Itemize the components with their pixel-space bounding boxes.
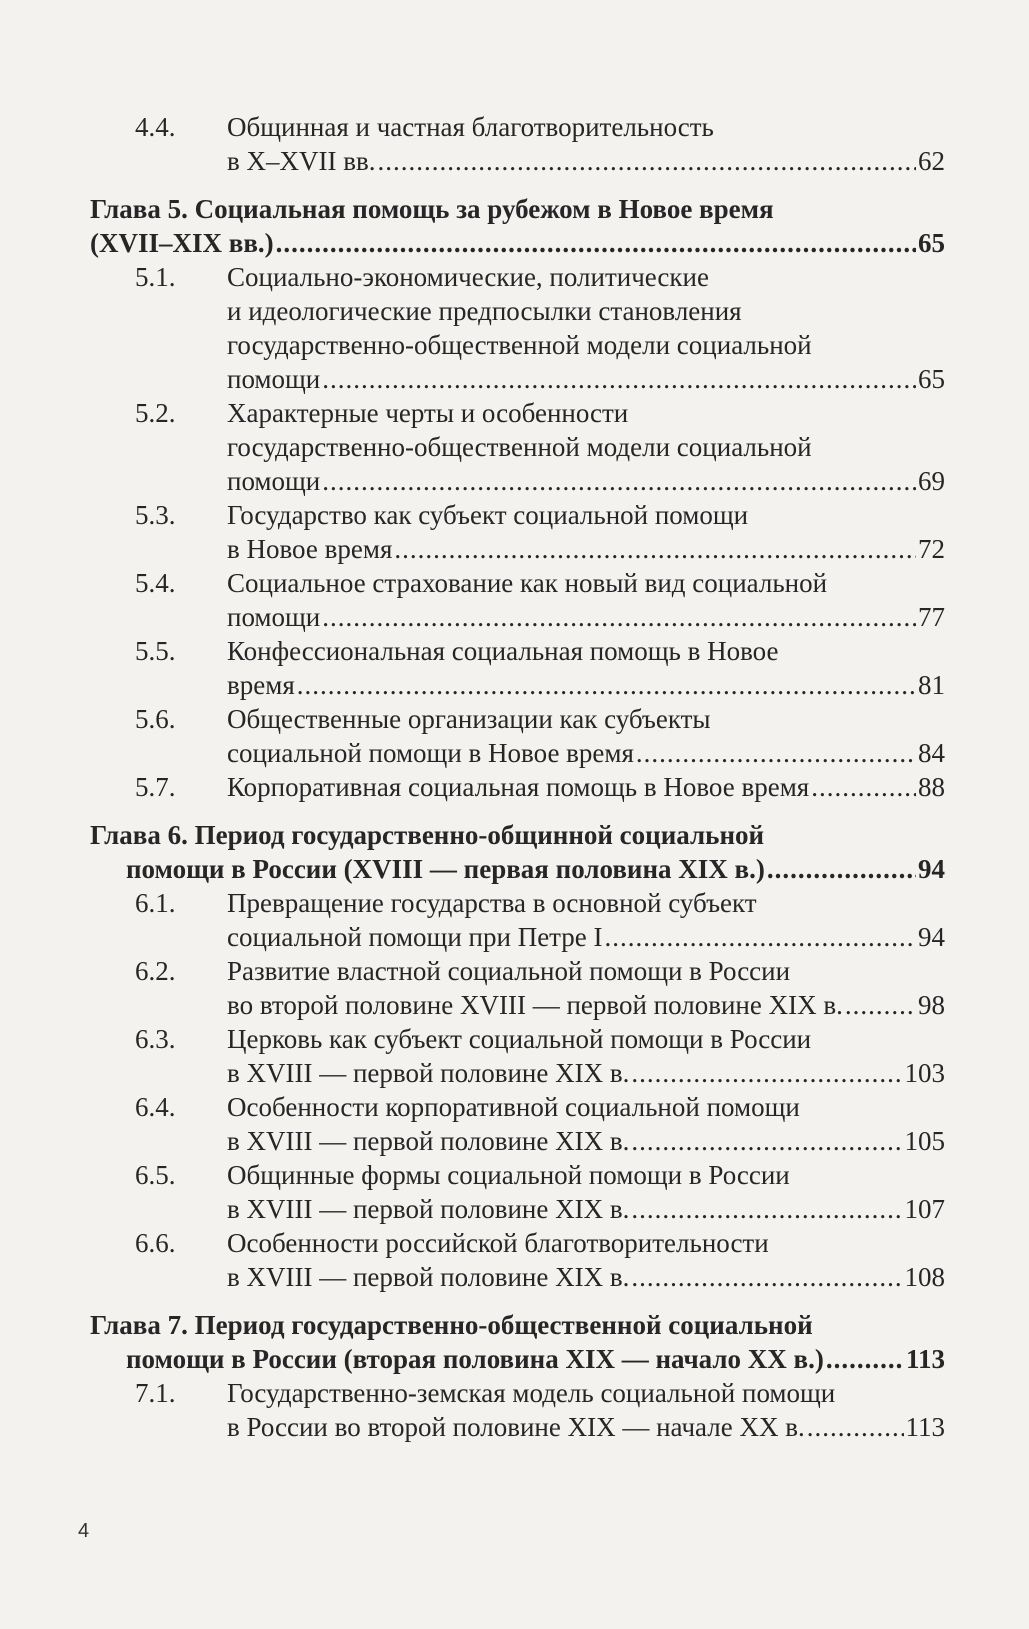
section-number: 5.1. <box>135 262 176 292</box>
toc-section <box>90 1090 945 1158</box>
toc-section <box>90 954 945 1022</box>
page-ref: 65 <box>918 228 945 258</box>
toc-section <box>90 1158 945 1226</box>
entry-title-line: Характерные черты и особенности <box>227 398 629 428</box>
entry-title-line: Глава 5. Социальная помощь за рубежом в Новое время <box>90 194 774 224</box>
entry-title-line: Общинная и частная благотворительность <box>227 112 714 142</box>
toc-section <box>90 1376 945 1444</box>
entry-title-line: время <box>227 670 295 700</box>
toc-section <box>90 770 945 804</box>
page-ref: 103 <box>904 1058 945 1088</box>
page-ref: 113 <box>905 1412 945 1442</box>
section-number: 5.5. <box>135 636 176 666</box>
entry-title-line: государственно-общественной модели социальной <box>227 330 812 360</box>
table-of-contents <box>90 110 945 1444</box>
entry-title-line: Особенности корпоративной социальной помощи <box>227 1092 800 1122</box>
page-ref: 81 <box>918 670 945 700</box>
toc-chapter <box>90 818 945 886</box>
page-ref: 107 <box>904 1194 945 1224</box>
entry-title-line: Государство как субъект социальной помощи <box>227 500 749 530</box>
dot-leader <box>811 770 916 804</box>
toc-chapter <box>90 1308 945 1376</box>
toc-section <box>90 260 945 396</box>
entry-title-line: (XVII–XIX вв.) <box>90 228 274 258</box>
page-ref: 69 <box>918 466 945 496</box>
dot-leader <box>377 144 916 178</box>
toc-section <box>90 1226 945 1294</box>
entry-title-line: Развитие властной социальной помощи в России <box>227 956 791 986</box>
entry-title-line: Превращение государства в основной субъект <box>227 888 757 918</box>
entry-title-line: во второй половине XVIII — первой половине XIX в. <box>227 990 843 1020</box>
section-number: 6.3. <box>135 1024 176 1054</box>
entry-title-line: Общественные организации как субъекты <box>227 704 711 734</box>
dot-leader <box>631 1260 902 1294</box>
entry-title-line: в Новое время <box>227 534 393 564</box>
dot-leader <box>631 1124 902 1158</box>
entry-title-line: в XVIII — первой половине XIX в. <box>227 1262 630 1292</box>
section-number: 5.6. <box>135 704 176 734</box>
toc-chapter <box>90 192 945 260</box>
entry-title-line: Глава 6. Период государственно-общинной социальной <box>90 820 765 850</box>
page-ref: 88 <box>918 772 945 802</box>
entry-title-line: социальной помощи в Новое время <box>227 738 634 768</box>
entry-title-line: Церковь как субъект социальной помощи в России <box>227 1024 812 1054</box>
entry-title-line: Государственно-земская модель социальной помощи <box>227 1378 836 1408</box>
entry-title-line: помощи <box>227 364 321 394</box>
dot-leader <box>767 852 916 886</box>
page-ref: 65 <box>918 364 945 394</box>
dot-leader <box>845 988 916 1022</box>
section-number: 4.4. <box>135 112 176 142</box>
section-number: 5.3. <box>135 500 176 530</box>
section-number: 5.4. <box>135 568 176 598</box>
section-number: 7.1. <box>135 1378 176 1408</box>
toc-section <box>90 498 945 566</box>
page-ref: 84 <box>918 738 945 768</box>
page-ref: 77 <box>918 602 945 632</box>
entry-title-line: в XVIII — первой половине XIX в. <box>227 1126 630 1156</box>
dot-leader <box>297 668 916 702</box>
entry-title-line: в XVIII — первой половине XIX в. <box>227 1194 630 1224</box>
dot-leader <box>807 1410 904 1444</box>
toc-section <box>90 702 945 770</box>
section-number: 6.2. <box>135 956 176 986</box>
dot-leader <box>631 1056 902 1090</box>
toc-section <box>90 634 945 702</box>
toc-section <box>90 110 945 178</box>
entry-title-line: государственно-общественной модели социальной <box>227 432 812 462</box>
toc-section <box>90 566 945 634</box>
page-ref: 94 <box>918 854 945 884</box>
dot-leader <box>394 532 916 566</box>
dot-leader <box>322 600 916 634</box>
page-ref: 72 <box>918 534 945 564</box>
page-ref: 94 <box>918 922 945 952</box>
entry-title-line: социальной помощи при Петре I <box>227 922 603 952</box>
page-number: 4 <box>78 1520 90 1542</box>
entry-title-line: Социально-экономические, политические <box>227 262 709 292</box>
toc-section <box>90 886 945 954</box>
entry-title-line: в XVIII — первой половине XIX в. <box>227 1058 630 1088</box>
section-number: 6.5. <box>135 1160 176 1190</box>
dot-leader <box>605 920 916 954</box>
entry-title-line: Особенности российской благотворительности <box>227 1228 769 1258</box>
dot-leader <box>322 362 916 396</box>
entry-title-line: Глава 7. Период государственно-общественной социальной <box>90 1310 813 1340</box>
dot-leader <box>276 226 916 260</box>
toc-section <box>90 1022 945 1090</box>
entry-title-line: помощи в России (XVIII — первая половина XIX в.) <box>126 854 765 884</box>
entry-title-line: Социальное страхование как новый вид социальной <box>227 568 828 598</box>
entry-title-line: Корпоративная социальная помощь в Новое время <box>227 772 810 802</box>
dot-leader <box>826 1342 904 1376</box>
entry-title-line: в X–XVII вв. <box>227 146 376 176</box>
page-ref: 105 <box>904 1126 945 1156</box>
page-ref: 108 <box>904 1262 945 1292</box>
entry-title-line: помощи <box>227 466 321 496</box>
section-number: 6.4. <box>135 1092 176 1122</box>
section-number: 6.1. <box>135 888 176 918</box>
page-ref: 113 <box>905 1344 945 1374</box>
page-ref: 98 <box>918 990 945 1020</box>
entry-title-line: Конфессиональная социальная помощь в Новое <box>227 636 779 666</box>
section-number: 5.2. <box>135 398 176 428</box>
dot-leader <box>636 736 916 770</box>
entry-title-line: помощи <box>227 602 321 632</box>
toc-section <box>90 396 945 498</box>
entry-title-line: помощи в России (вторая половина XIX — начало XX в.) <box>126 1344 824 1374</box>
page-ref: 62 <box>918 146 945 176</box>
entry-title-line: в России во второй половине XIX — начале XX в. <box>227 1412 805 1442</box>
dot-leader <box>322 464 916 498</box>
entry-title-line: Общинные формы социальной помощи в России <box>227 1160 790 1190</box>
section-number: 6.6. <box>135 1228 176 1258</box>
section-number: 5.7. <box>135 772 176 802</box>
dot-leader <box>631 1192 902 1226</box>
entry-title-line: и идеологические предпосылки становления <box>227 296 742 326</box>
